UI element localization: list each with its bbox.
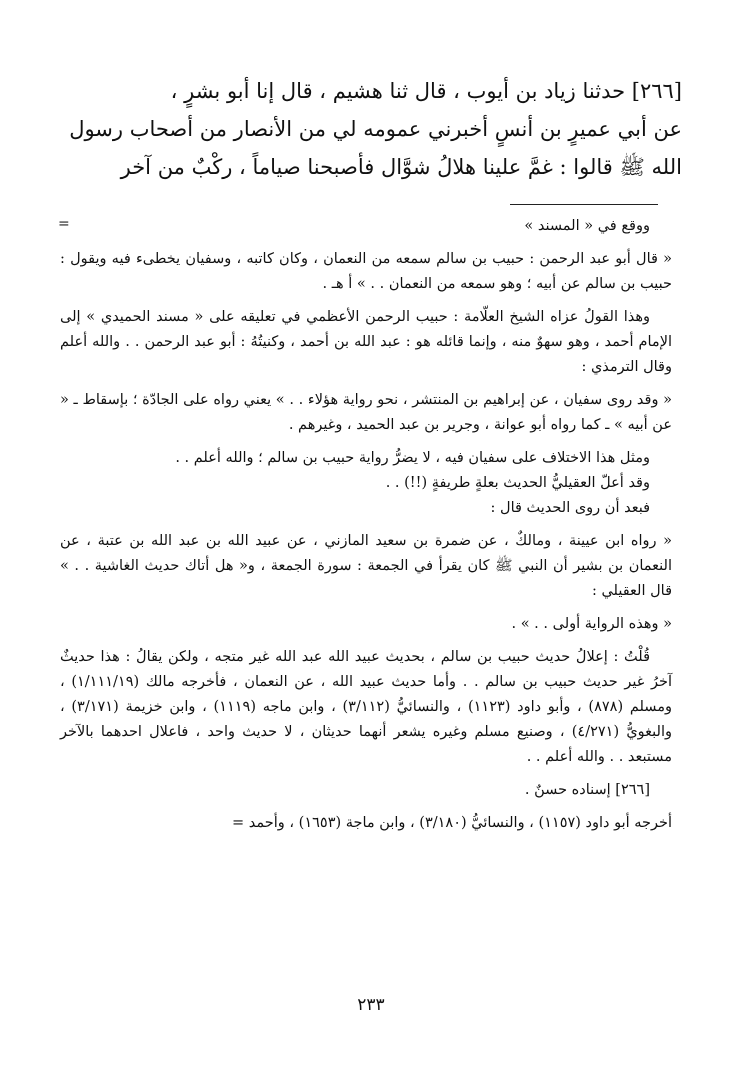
page-number: ٢٣٣ (357, 995, 385, 1015)
footnote-paragraph: وهذا القولُ عزاه الشيخ العلّامة : حبيب الرحمن الأعظمي في تعليقه على « مسند الحميدي » إلى الإمام أحمد ، وهو سهوٌ منه ، وإنما قائله هو : عبد الله بن أحمد ، وكنيتُهُ : أبو عبد الرحمن . . والله أعلم وقال الترمذي : (60, 309, 672, 375)
footnote-separator (510, 204, 658, 205)
main-hadith-text (60, 72, 682, 186)
main-text-line-2: عن أبي عميرٍ بن أنسٍ أخبرني عمومه لي من الأنصار من أصحاب رسول (69, 117, 682, 141)
footnote-paragraph: أخرجه أبو داود (١١٥٧) ، والنسائيُّ (٣/١٨٠) ، وابن ماجة (١٦٥٣) ، وأحمد = (232, 815, 672, 831)
footnote-paragraph: ومثل هذا الاختلاف على سفيان فيه ، لا يضرُّ رواية حبيب بن سالم ؛ والله أعلم . . (175, 450, 650, 466)
footnote-paragraph: « رواه ابن عيينة ، ومالكٌ ، عن ضمرة بن سعيد المازني ، عن عبيد الله بن عبد الله بن عتبة ، عن النعمان بن بشير أن النبي ﷺ كان يقرأ في الجمعة : سورة الجمعة ، و« هل أتاك حديث الغاشية . . » قال العقيلي : (60, 533, 672, 599)
main-text-line-1: [٢٦٦] حدثنا زياد بن أيوب ، قال ثنا هشيم ، قال إنا أبو بشرٍ ، (170, 79, 682, 103)
main-text-line-3: الله ﷺ قالوا : غمَّ علينا هلالُ شوَّال فأصبحنا صياماً ، ركْبٌ من آخر (120, 155, 682, 179)
footnote-paragraph: وقد أعلّ العقيليُّ الحديث بعلةٍ طريفةٍ (!!) . . (385, 475, 650, 491)
footnote-paragraph: قُلْتُ : إعلالُ حديث حبيب بن سالم ، بحديث عبيد الله عبد الله غير متجه ، ولكن يقالُ : هذا حديثٌ آخرُ غير حديث حبيب بن سالم . . وأما حديث عبيد الله ، عن النعمان ، فأخرجه مالك (١/١١١/١٩) ، ومسلم (٨٧٨) ، وأبو داود (١١٢٣) ، والنسائيُّ (٣/١١٢) ، وابن ماجه (١١١٩) ، وابن خزيمة (٣/١٧١) ، والبغويُّ (٤/٢٧١) ، وصنيع مسلم وغيره يشعر أنهما حديثان ، لا حديث واحد ، فاعلال احدهما بالآخر مستبعد . . والله أعلم . . (60, 649, 672, 765)
footnote-paragraph: ووقع في « المسند » (524, 218, 650, 234)
footnote-paragraph: [٢٦٦] إسناده حسنٌ . (524, 782, 650, 798)
continuation-mark-top: = (58, 216, 70, 232)
footnote-paragraph: فبعد أن روى الحديث قال : (490, 500, 650, 516)
footnote-paragraph: « قال أبو عبد الرحمن : حبيب بن سالم سمعه من النعمان ، وكان كاتبه ، وسفيان يخطىء فيه ويقول : حبيب بن سالم عن أبيه ؛ وهو سمعه من النعمان . . » أ هـ . (60, 251, 672, 292)
footnotes-section (60, 214, 672, 844)
footnote-paragraph: « وقد روى سفيان ، عن إبراهيم بن المنتشر ، نحو رواية هؤلاء . . » يعني رواه على الجادّة ؛ بإسقاط ـ « عن أبيه » ـ كما رواه أبو عوانة ، وجرير بن عبد الحميد ، وغيرهم . (60, 392, 672, 433)
footnote-paragraph: « وهذه الرواية أولى . . » . (511, 616, 672, 632)
